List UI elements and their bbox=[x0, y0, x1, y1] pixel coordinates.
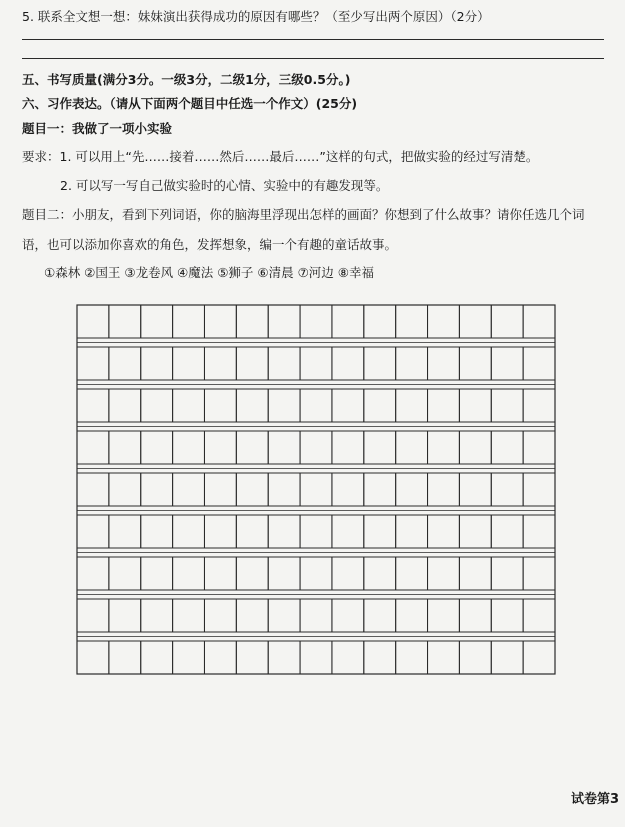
grid-cell[interactable] bbox=[491, 305, 523, 338]
grid-cell[interactable] bbox=[109, 515, 141, 548]
grid-cell[interactable] bbox=[396, 305, 428, 338]
grid-cell[interactable] bbox=[332, 473, 364, 506]
grid-cell[interactable] bbox=[109, 473, 141, 506]
grid-cell[interactable] bbox=[268, 557, 300, 590]
grid-cell[interactable] bbox=[236, 515, 268, 548]
grid-cell[interactable] bbox=[491, 599, 523, 632]
grid-cell[interactable] bbox=[523, 473, 555, 506]
grid-row[interactable] bbox=[77, 515, 555, 553]
grid-cell[interactable] bbox=[396, 347, 428, 380]
grid-cell[interactable] bbox=[364, 305, 396, 338]
grid-row[interactable] bbox=[77, 431, 555, 469]
grid-cell[interactable] bbox=[173, 515, 205, 548]
grid-cell[interactable] bbox=[204, 431, 236, 464]
grid-cell[interactable] bbox=[173, 305, 205, 338]
grid-cell[interactable] bbox=[396, 473, 428, 506]
grid-cell[interactable] bbox=[109, 389, 141, 422]
grid-row[interactable] bbox=[77, 473, 555, 511]
grid-cell[interactable] bbox=[204, 599, 236, 632]
grid-cell[interactable] bbox=[332, 431, 364, 464]
section-5-title: 五、书写质量(满分3分。一级3分，二级1分，三级0.5分。) bbox=[22, 72, 351, 87]
grid-cell[interactable] bbox=[236, 347, 268, 380]
grid-cell[interactable] bbox=[173, 347, 205, 380]
grid-cell[interactable] bbox=[428, 305, 460, 338]
grid-cell[interactable] bbox=[268, 431, 300, 464]
grid-row[interactable] bbox=[77, 599, 555, 637]
grid-cell[interactable] bbox=[300, 305, 332, 338]
grid-cell[interactable] bbox=[77, 599, 109, 632]
grid-cell[interactable] bbox=[236, 473, 268, 506]
grid-cell[interactable] bbox=[459, 557, 491, 590]
grid-cell[interactable] bbox=[268, 347, 300, 380]
topic-2-line-2: 语，也可以添加你喜欢的角色，发挥想象，编一个有趣的童话故事。 bbox=[22, 237, 398, 252]
grid-cell[interactable] bbox=[268, 473, 300, 506]
grid-row[interactable] bbox=[77, 641, 555, 674]
grid-cell[interactable] bbox=[428, 347, 460, 380]
grid-cell[interactable] bbox=[268, 305, 300, 338]
grid-cell[interactable] bbox=[204, 515, 236, 548]
grid-cell[interactable] bbox=[428, 473, 460, 506]
grid-cell[interactable] bbox=[396, 557, 428, 590]
grid-cell[interactable] bbox=[300, 641, 332, 674]
grid-cell[interactable] bbox=[109, 431, 141, 464]
requirement-2: 2. 可以写一写自己做实验时的心情、实验中的有趣发现等。 bbox=[60, 178, 389, 193]
grid-cell[interactable] bbox=[396, 641, 428, 674]
grid-cell[interactable] bbox=[300, 473, 332, 506]
grid-cell[interactable] bbox=[491, 347, 523, 380]
grid-cell[interactable] bbox=[141, 557, 173, 590]
topic-2-line-1: 题目二：小朋友，看到下列词语，你的脑海里浮现出怎样的画面？你想到了什么故事？请你任选几个词 bbox=[22, 207, 585, 222]
grid-cell[interactable] bbox=[204, 347, 236, 380]
grid-cell[interactable] bbox=[141, 305, 173, 338]
grid-cell[interactable] bbox=[300, 599, 332, 632]
grid-cell[interactable] bbox=[332, 389, 364, 422]
grid-cell[interactable] bbox=[268, 599, 300, 632]
grid-cell[interactable] bbox=[173, 557, 205, 590]
grid-cell[interactable] bbox=[364, 389, 396, 422]
grid-cell[interactable] bbox=[428, 431, 460, 464]
grid-cell[interactable] bbox=[459, 431, 491, 464]
grid-cell[interactable] bbox=[141, 431, 173, 464]
grid-cell[interactable] bbox=[332, 557, 364, 590]
grid-cell[interactable] bbox=[523, 389, 555, 422]
grid-cell[interactable] bbox=[428, 599, 460, 632]
grid-cell[interactable] bbox=[332, 599, 364, 632]
grid-cell[interactable] bbox=[77, 641, 109, 674]
grid-cell[interactable] bbox=[173, 389, 205, 422]
grid-cell[interactable] bbox=[77, 473, 109, 506]
grid-cell[interactable] bbox=[364, 557, 396, 590]
grid-row[interactable] bbox=[77, 347, 555, 385]
grid-cell[interactable] bbox=[109, 599, 141, 632]
grid-cell[interactable] bbox=[109, 557, 141, 590]
grid-cell[interactable] bbox=[491, 473, 523, 506]
grid-cell[interactable] bbox=[396, 389, 428, 422]
grid-cell[interactable] bbox=[141, 641, 173, 674]
grid-cell[interactable] bbox=[332, 305, 364, 338]
grid-cell[interactable] bbox=[236, 305, 268, 338]
grid-cell[interactable] bbox=[523, 305, 555, 338]
grid-cell[interactable] bbox=[491, 557, 523, 590]
grid-cell[interactable] bbox=[204, 389, 236, 422]
grid-cell[interactable] bbox=[396, 515, 428, 548]
grid-cell[interactable] bbox=[491, 431, 523, 464]
grid-cell[interactable] bbox=[77, 347, 109, 380]
grid-cell[interactable] bbox=[173, 599, 205, 632]
grid-row[interactable] bbox=[77, 557, 555, 595]
grid-cell[interactable] bbox=[332, 347, 364, 380]
grid-cell[interactable] bbox=[364, 431, 396, 464]
grid-cell[interactable] bbox=[204, 557, 236, 590]
grid-cell[interactable] bbox=[428, 641, 460, 674]
grid-cell[interactable] bbox=[459, 641, 491, 674]
grid-row[interactable] bbox=[77, 389, 555, 427]
grid-cell[interactable] bbox=[141, 599, 173, 632]
grid-cell[interactable] bbox=[141, 473, 173, 506]
grid-cell[interactable] bbox=[459, 473, 491, 506]
grid-cell[interactable] bbox=[109, 347, 141, 380]
grid-cell[interactable] bbox=[491, 389, 523, 422]
grid-cell[interactable] bbox=[204, 641, 236, 674]
grid-cell[interactable] bbox=[236, 641, 268, 674]
grid-cell[interactable] bbox=[204, 305, 236, 338]
page-footer: 试卷第3 bbox=[570, 792, 619, 807]
grid-cell[interactable] bbox=[77, 515, 109, 548]
grid-frame bbox=[77, 305, 555, 674]
section-6-title: 六、习作表达。（请从下面两个题目中任选一个作文）(25分) bbox=[22, 96, 358, 111]
word-list: ①森林 ②国王 ③龙卷风 ④魔法 ⑤狮子 ⑥清晨 ⑦河边 ⑧幸福 bbox=[44, 265, 374, 280]
grid-cell[interactable] bbox=[523, 515, 555, 548]
grid-cell[interactable] bbox=[109, 305, 141, 338]
grid-cell[interactable] bbox=[523, 641, 555, 674]
grid-cell[interactable] bbox=[268, 641, 300, 674]
topic-1-title: 题目一：我做了一项小实验 bbox=[22, 121, 173, 136]
grid-cell[interactable] bbox=[459, 515, 491, 548]
grid-cell[interactable] bbox=[204, 473, 236, 506]
grid-cell[interactable] bbox=[396, 599, 428, 632]
grid-cell[interactable] bbox=[173, 431, 205, 464]
grid-cell[interactable] bbox=[523, 347, 555, 380]
grid-cell[interactable] bbox=[300, 515, 332, 548]
grid-cell[interactable] bbox=[491, 515, 523, 548]
grid-cell[interactable] bbox=[300, 557, 332, 590]
grid-cell[interactable] bbox=[300, 347, 332, 380]
grid-cell[interactable] bbox=[364, 515, 396, 548]
grid-cell[interactable] bbox=[364, 641, 396, 674]
grid-cell[interactable] bbox=[173, 641, 205, 674]
grid-cell[interactable] bbox=[428, 515, 460, 548]
grid-cell[interactable] bbox=[459, 347, 491, 380]
grid-cell[interactable] bbox=[268, 389, 300, 422]
grid-cell[interactable] bbox=[77, 389, 109, 422]
grid-cell[interactable] bbox=[236, 389, 268, 422]
grid-cell[interactable] bbox=[364, 473, 396, 506]
grid-cell[interactable] bbox=[459, 599, 491, 632]
grid-cell[interactable] bbox=[236, 599, 268, 632]
grid-cell[interactable] bbox=[268, 515, 300, 548]
grid-cell[interactable] bbox=[364, 599, 396, 632]
grid-cell[interactable] bbox=[77, 305, 109, 338]
requirement-1: 要求：1. 可以用上“先……接着……然后……最后……”这样的句式，把做实验的经过写清楚。 bbox=[22, 149, 539, 164]
grid-cell[interactable] bbox=[141, 347, 173, 380]
grid-cell[interactable] bbox=[77, 557, 109, 590]
grid-cell[interactable] bbox=[109, 641, 141, 674]
grid-cell[interactable] bbox=[523, 557, 555, 590]
grid-cell[interactable] bbox=[428, 557, 460, 590]
grid-cell[interactable] bbox=[523, 431, 555, 464]
grid-cell[interactable] bbox=[428, 389, 460, 422]
grid-cell[interactable] bbox=[459, 305, 491, 338]
grid-cell[interactable] bbox=[300, 431, 332, 464]
grid-cell[interactable] bbox=[173, 473, 205, 506]
grid-row[interactable] bbox=[77, 305, 555, 343]
grid-cell[interactable] bbox=[141, 515, 173, 548]
grid-cell[interactable] bbox=[459, 389, 491, 422]
grid-cell[interactable] bbox=[523, 599, 555, 632]
question-5: 5. 联系全文想一想：妹妹演出获得成功的原因有哪些？（至少写出两个原因）（2分） bbox=[22, 9, 490, 24]
grid-cell[interactable] bbox=[396, 431, 428, 464]
grid-cell[interactable] bbox=[77, 431, 109, 464]
grid-cell[interactable] bbox=[300, 389, 332, 422]
grid-cell[interactable] bbox=[141, 389, 173, 422]
grid-cell[interactable] bbox=[491, 641, 523, 674]
grid-cell[interactable] bbox=[332, 515, 364, 548]
grid-cell[interactable] bbox=[236, 431, 268, 464]
grid-cell[interactable] bbox=[364, 347, 396, 380]
grid-cell[interactable] bbox=[332, 641, 364, 674]
grid-cell[interactable] bbox=[236, 557, 268, 590]
